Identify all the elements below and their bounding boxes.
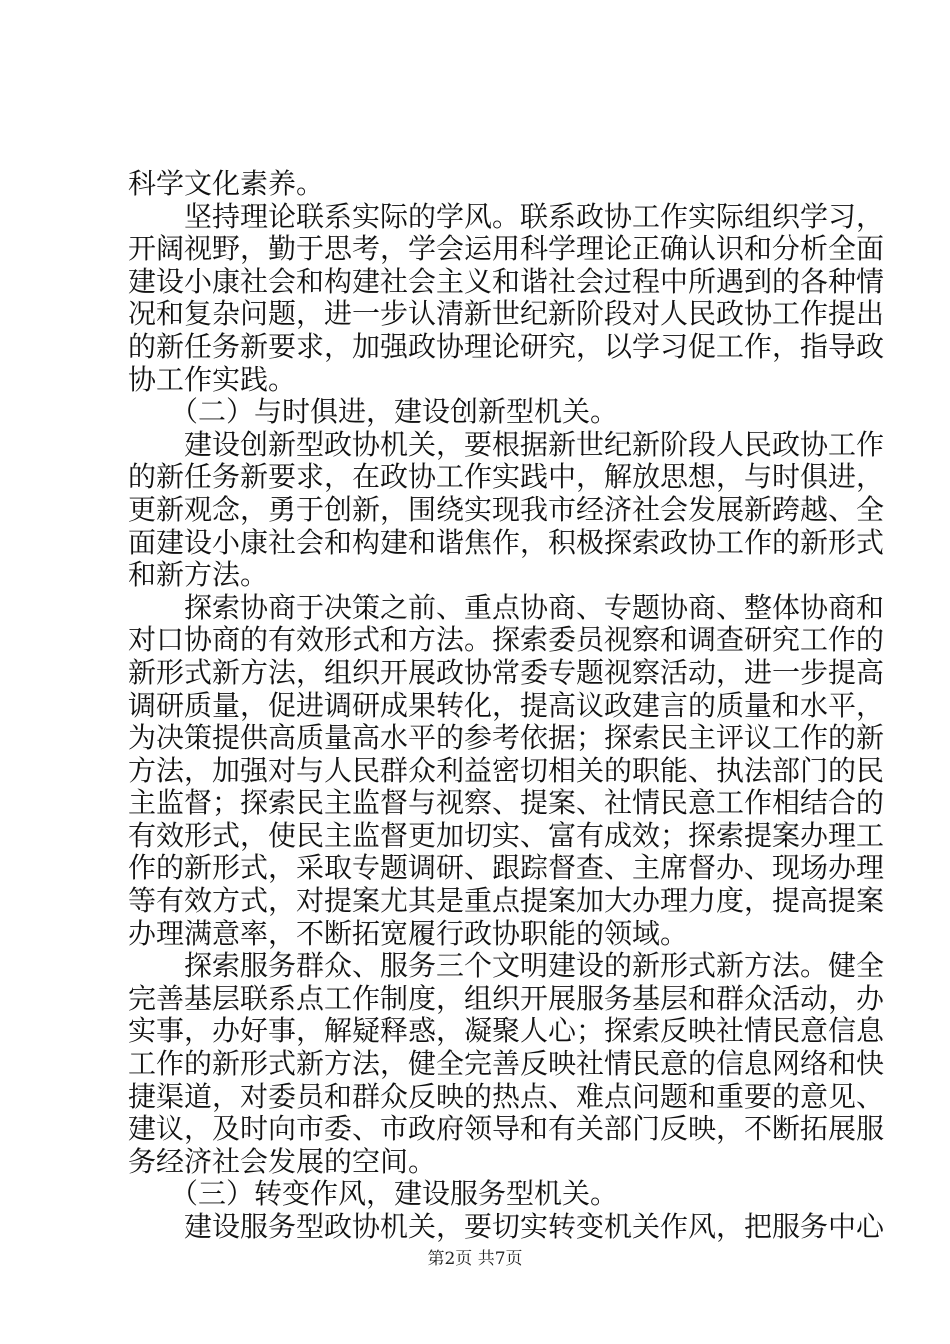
document-body [128, 167, 885, 1244]
text-line: 完善基层联系点工作制度，组织开展服务基层和群众活动，办 [128, 981, 885, 1015]
text-line: 探索服务群众、服务三个文明建设的新形式新方法。健全 [128, 949, 885, 983]
text-line: 和新方法。 [128, 558, 269, 592]
text-line: 实事，办好事，解疑释惑，凝聚人心；探索反映社情民意信息 [128, 1014, 885, 1048]
text-line: 更新观念，勇于创新，围绕实现我市经济社会发展新跨越、全 [128, 492, 885, 526]
text-line: 主监督；探索民主监督与视察、提案、社情民意工作相结合的 [128, 786, 885, 820]
text-line: 捷渠道，对委员和群众反映的热点、难点问题和重要的意见、 [128, 1079, 885, 1113]
text-line: 的新任务新要求，加强政协理论研究，以学习促工作，指导政 [128, 329, 885, 363]
page-footer [0, 1244, 950, 1269]
text-line: 新形式新方法，组织开展政协常委专题视察活动，进一步提高 [128, 655, 885, 689]
text-line: （三）转变作风，建设服务型机关。 [128, 1177, 619, 1211]
text-line: 等有效方式，对提案尤其是重点提案加大办理力度，提高提案 [128, 884, 885, 918]
text-line: 务经济社会发展的空间。 [128, 1144, 437, 1178]
text-line: 况和复杂问题，进一步认清新世纪新阶段对人民政协工作提出 [128, 297, 885, 331]
text-line: 方法，加强对与人民群众利益密切相关的职能、执法部门的民 [128, 753, 885, 787]
text-line: （二）与时俱进，建设创新型机关。 [128, 395, 619, 429]
text-line: 开阔视野，勤于思考，学会运用科学理论正确认识和分析全面 [128, 232, 885, 266]
text-line: 的新任务新要求，在政协工作实践中，解放思想，与时俱进， [128, 460, 885, 494]
text-line: 建议，及时向市委、市政府领导和有关部门反映，不断拓展服 [128, 1112, 885, 1146]
text-line: 为决策提供高质量高水平的参考依据；探索民主评议工作的新 [128, 721, 885, 755]
text-line: 科学文化素养。 [128, 167, 325, 200]
text-line: 面建设小康社会和构建和谐焦作，积极探索政协工作的新形式 [128, 525, 885, 559]
text-line: 探索协商于决策之前、重点协商、专题协商、整体协商和 [128, 590, 885, 624]
page-indicator: 第2页 共7页 [427, 1249, 523, 1269]
text-line: 建设小康社会和构建社会主义和谐社会过程中所遇到的各种情 [128, 264, 885, 298]
text-line: 作的新形式，采取专题调研、跟踪督查、主席督办、现场办理 [128, 851, 885, 885]
text-line: 办理满意率，不断拓宽履行政协职能的领域。 [128, 916, 689, 950]
text-line: 工作的新形式新方法，健全完善反映社情民意的信息网络和快 [128, 1047, 885, 1081]
text-line: 建设创新型政协机关，要根据新世纪新阶段人民政协工作 [128, 427, 885, 461]
text-line: 建设服务型政协机关，要切实转变机关作风，把服务中心 [128, 1210, 885, 1243]
text-line: 坚持理论联系实际的学风。联系政协工作实际组织学习， [128, 199, 885, 233]
text-line: 调研质量，促进调研成果转化，提高议政建言的质量和水平， [128, 688, 885, 722]
text-line: 有效形式，使民主监督更加切实、富有成效；探索提案办理工 [128, 818, 885, 852]
text-line: 协工作实践。 [128, 362, 297, 396]
text-line: 对口协商的有效形式和方法。探索委员视察和调查研究工作的 [128, 623, 885, 657]
